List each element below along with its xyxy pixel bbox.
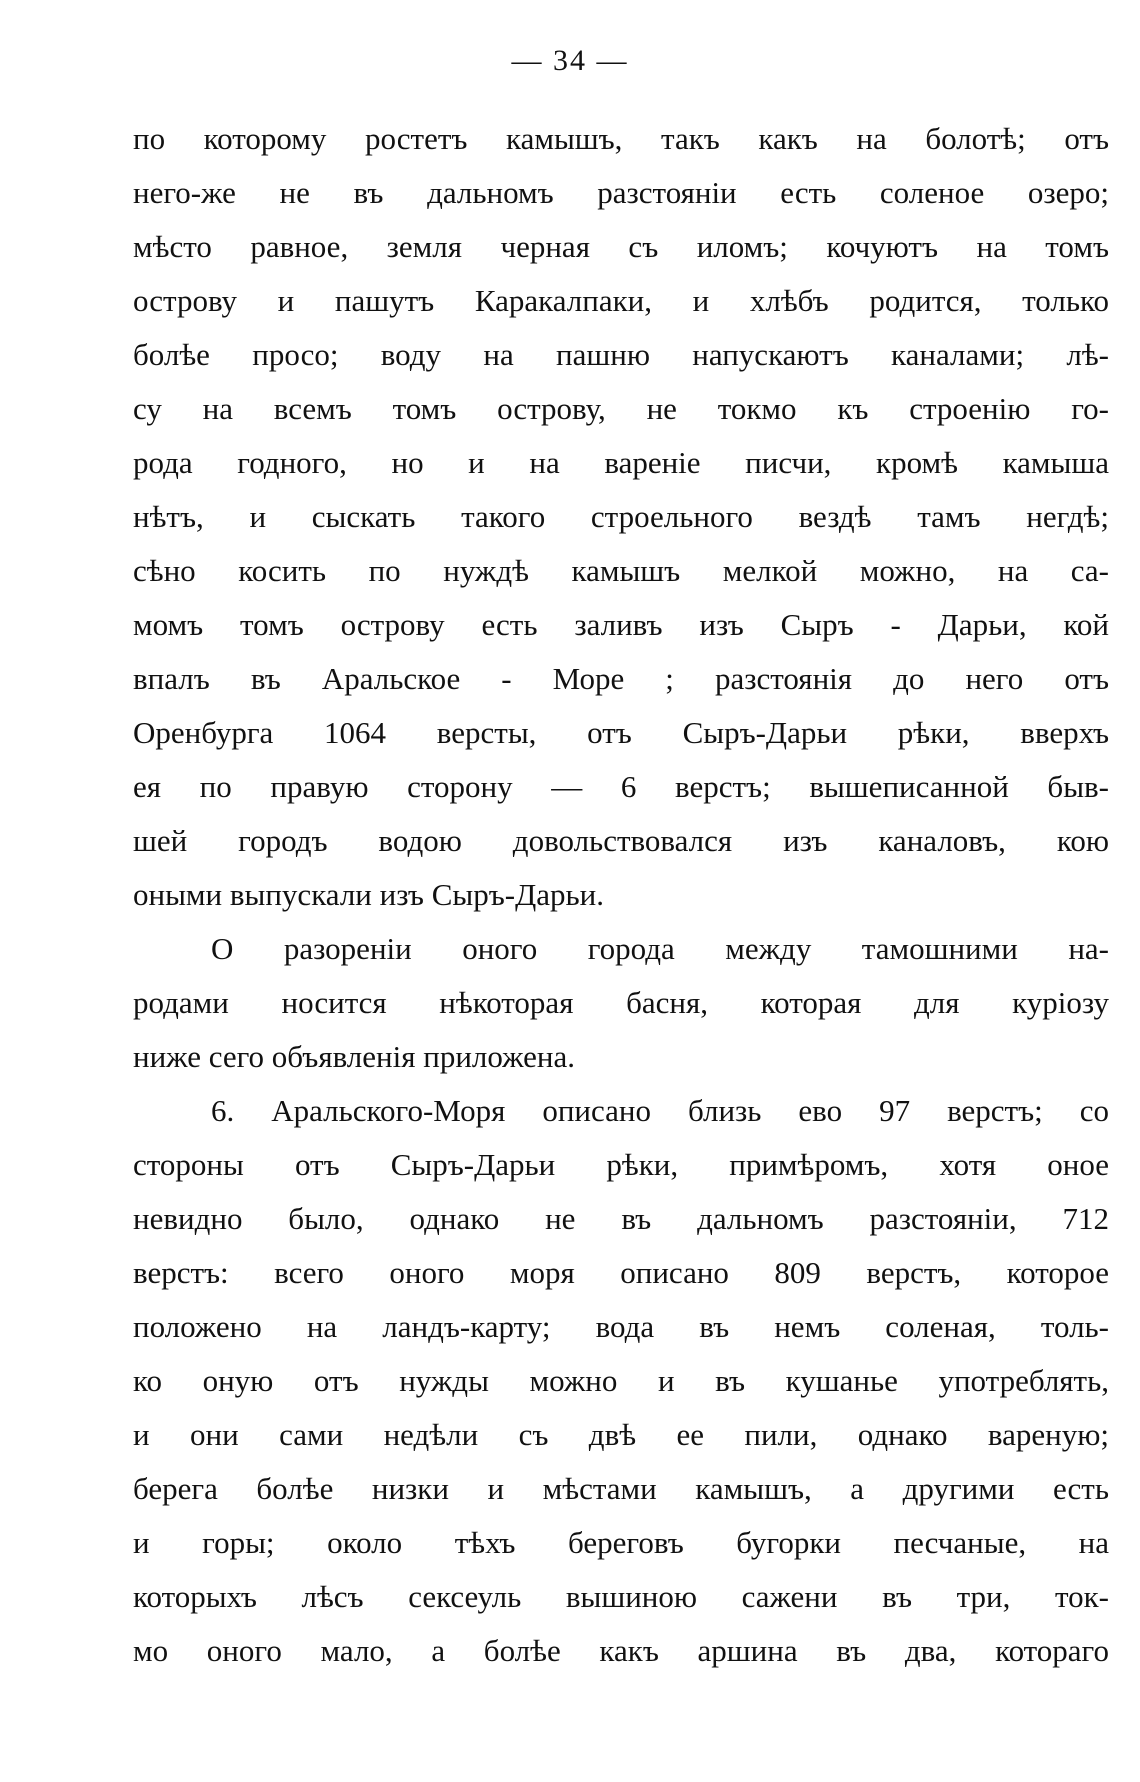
text-line: родами носится нѣкоторая басня, которая для куріозу bbox=[133, 985, 1109, 1020]
text-line: него-же не въ дальномъ разстояніи есть соленое озеро; bbox=[133, 175, 1109, 210]
body-text bbox=[133, 112, 1109, 1678]
text-line: и они сами недѣли съ двѣ ее пили, однако вареную; bbox=[133, 1417, 1109, 1452]
text-line: верстъ: всего оного моря описано 809 верстъ, которое bbox=[133, 1255, 1109, 1290]
text-line: болѣе просо; воду на пашню напускаютъ каналами; лѣ- bbox=[133, 337, 1109, 372]
text-line: стороны отъ Сыръ-Дарьи рѣки, примѣромъ, хотя оное bbox=[133, 1147, 1109, 1182]
text-line: сѣно косить по нуждѣ камышъ мелкой можно, на са- bbox=[133, 553, 1109, 588]
text-line: Оренбурга 1064 версты, отъ Сыръ-Дарьи рѣки, вверхъ bbox=[133, 715, 1109, 750]
text-line: берега болѣе низки и мѣстами камышъ, а другими есть bbox=[133, 1471, 1109, 1506]
text-line: по которому ростетъ камышъ, такъ какъ на болотѣ; отъ bbox=[133, 121, 1109, 156]
text-line: мѣсто равное, земля черная съ иломъ; кочуютъ на томъ bbox=[133, 229, 1109, 264]
text-line: оными выпускали изъ Сыръ-Дарьи. bbox=[133, 877, 604, 912]
text-line: ниже сего объявленія приложена. bbox=[133, 1039, 575, 1074]
text-line: момъ томъ острову есть заливъ изъ Сыръ - Дарьи, кой bbox=[133, 607, 1109, 642]
text-line: невидно было, однако не въ дальномъ разстояніи, 712 bbox=[133, 1201, 1109, 1236]
text-line: нѣтъ, и сыскать такого строельного вездѣ тамъ негдѣ; bbox=[133, 499, 1109, 534]
text-line: ея по правую сторону — 6 верстъ; вышеписанной быв- bbox=[133, 769, 1109, 804]
text-line: мо оного мало, а болѣе какъ аршина въ два, котораго bbox=[133, 1633, 1109, 1668]
page-number: — 34 — bbox=[511, 44, 629, 77]
text-line: острову и пашутъ Каракалпаки, и хлѣбъ родится, только bbox=[133, 283, 1109, 318]
text-line: положено на ландъ-карту; вода въ немъ соленая, толь- bbox=[133, 1309, 1109, 1344]
text-line: су на всемъ томъ острову, не токмо къ строенію го- bbox=[133, 391, 1109, 426]
text-line: шей городъ водою довольствовался изъ каналовъ, кою bbox=[133, 823, 1109, 858]
text-line: ко оную отъ нужды можно и въ кушанье употреблять, bbox=[133, 1363, 1109, 1398]
text-line: рода годного, но и на вареніе писчи, кромѣ камыша bbox=[133, 445, 1109, 480]
text-line: и горы; около тѣхъ береговъ бугорки песчаные, на bbox=[133, 1525, 1109, 1560]
text-line: О разореніи оного города между тамошними на- bbox=[211, 931, 1109, 966]
text-line: которыхъ лѣсъ сексеуль вышиною сажени въ три, ток- bbox=[133, 1579, 1109, 1614]
text-line: впалъ въ Аральское - Море ; разстоянія до него отъ bbox=[133, 661, 1109, 696]
text-line: 6. Аральского-Моря описано близь ево 97 верстъ; со bbox=[211, 1093, 1109, 1128]
